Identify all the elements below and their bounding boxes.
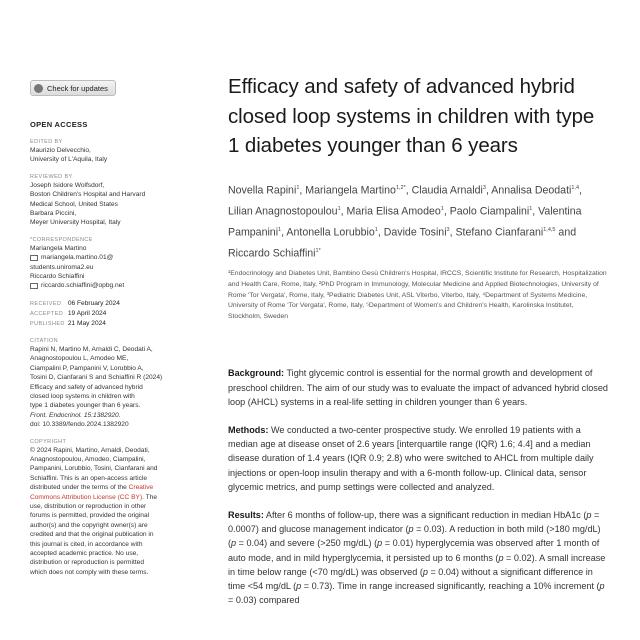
reviewed-by: REVIEWED BY Joseph Isidore Wolfsdorf, Boston Children's Hospital and Harvard Medical School, United States Barbara Piccini, Meyer University Hospital, Italy	[30, 173, 146, 227]
license-link[interactable]: Creative	[128, 484, 154, 492]
check-updates-label: Check for updates	[47, 83, 108, 93]
sidebar	[30, 80, 200, 585]
abstract-results: Results: After 6 months of follow-up, there was a significant reduction in median HbA1c (p = 0.0007) and glucose management indicator (p = 0.03). A reduction in both mild (>180 mg/dL) (p = 0.04) and severe (>250 mg/dL) (p = 0.01) hyperglycemia was observed after 1 month of auto mode, and in mild hyperglycemia, it persisted up to 6 months (p = 0.02). A small increase in time below range (<70 mg/dL) was observed (p = 0.04) without a significant difference in time <54 mg/dL (p = 0.73). Time in range increased significantly, reaching a 10% increment (p = 0.03) compared	[228, 510, 606, 606]
open-access-label: OPEN ACCESS	[30, 120, 88, 129]
affiliations: ¹Endocrinology and Diabetes Unit, Bambino Gesù Children's Hospital, IRCCS, Scientific Institute for Research, Hospitalization and Health Care, Rome, Italy, ²PhD Program in Immunology, Molecular Medicine and Applied Biotechnologies, University of Rome 'Tor Vergata', Rome, Italy, ³Pediatric Diabetes Unit, ASL Viterbo, Viterbo, Italy, ⁴Department of Systems Medicine, University of Rome 'Tor Vergata', Rome, Italy, ⁵Department of Women's and Children's Health, Karolinska Institutet, Stockholm, Sweden	[228, 270, 607, 320]
email-link-1[interactable]: mariangela.martino.01@	[41, 254, 114, 262]
article-main	[228, 72, 608, 621]
dates: RECEIVED 06 February 2024 ACCEPTED 19 April 2024 PUBLISHED 21 May 2024	[30, 299, 120, 327]
article-title: Efficacy and safety of advanced hybrid closed loop systems in children with type 1 diabetes younger than 6 years	[228, 75, 595, 157]
correspondence: *CORRESPONDENCE Mariangela Martino mariangela.martino.01@ students.uniroma2.eu Riccardo Schiaffini riccardo.schiaffini@opbg.net	[30, 236, 125, 290]
copyright: COPYRIGHT © 2024 Rapini, Martino, Arnaldi, Deodati, Anagnostopoulou, Amodeo, Ciampalini, Pampanini, Lorubbio, Tosini, Cianfarani and Schiaffini. This is an open-access article distributed under the terms of the Creative Commons Attribution License (CC BY). The use, distribution or reproduction in other forums is permitted, provided the original author(s) and the copyright owner(s) are credited and that the original publication in this journal is cited, in accordance with accepted academic practice. No use, distribution or reproduction is permitted which does not comply with these terms.	[30, 438, 158, 576]
mail-icon	[30, 283, 38, 289]
mail-icon	[30, 255, 38, 261]
edited-by: EDITED BY Maurizio Delvecchio, University of L'Aquila, Italy	[30, 139, 108, 164]
citation: CITATION Rapini N, Martino M, Arnaldi C, Deodati A, Anagnostopoulou L, Amodeo ME, Ciampalini P, Pampanini V, Lorubbio A, Tosini D, Cianfarani S and Schiaffini R (2024) Efficacy and safety of advanced hybrid closed loop systems in children with type 1 diabetes younger than 6 years. Front. Endocrinol. 15:1382920. doi: 10.3389/fendo.2024.1382920	[30, 337, 163, 429]
update-icon	[34, 84, 43, 93]
check-updates-button[interactable]	[30, 80, 116, 96]
abstract	[228, 366, 608, 607]
license-link-2[interactable]: Commons Attribution License (CC BY).	[30, 493, 144, 501]
author-list: Novella Rapini$^1$, Mariangela Martino$^{1,2*}$, Claudia Arnaldi$^3$, Annalisa Deodati$^{1,4}$, Lilian Anagnostopoulou$^1$, Maria Elisa Amodeo$^1$, Paolo Ciampalini$^1$, Valentina Pampanini$^1$, Antonella Lorubbio$^1$, Davide Tosini$^3$, Stefano Cianfarani$^{1,4,5}$ and Riccardo Schiaffini$^{1*}$	[228, 184, 582, 260]
abstract-background: Background: Tight glycemic control is essential for the normal growth and development of preschool children. The aim of our study was to evaluate the impact of advanced hybrid closed loop (AHCL) systems in a real-life setting in children younger than 6 years.	[228, 368, 608, 407]
abstract-methods: Methods: We conducted a two-center prospective study. We enrolled 19 patients with a median age at disease onset of 2.6 years [interquartile range (IQR) 1.6; 4.4] and a median disease duration of 1.4 years (IQR 0.9; 2.8) who were switched to AHCL from multiple daily injections or open-loop insulin therapy and with a 6-month follow-up. Clinical data, sensor glycemic metrics, and pump settings were collected and analyzed.	[228, 425, 594, 492]
email-link-2[interactable]: riccardo.schiaffini@opbg.net	[41, 282, 125, 290]
